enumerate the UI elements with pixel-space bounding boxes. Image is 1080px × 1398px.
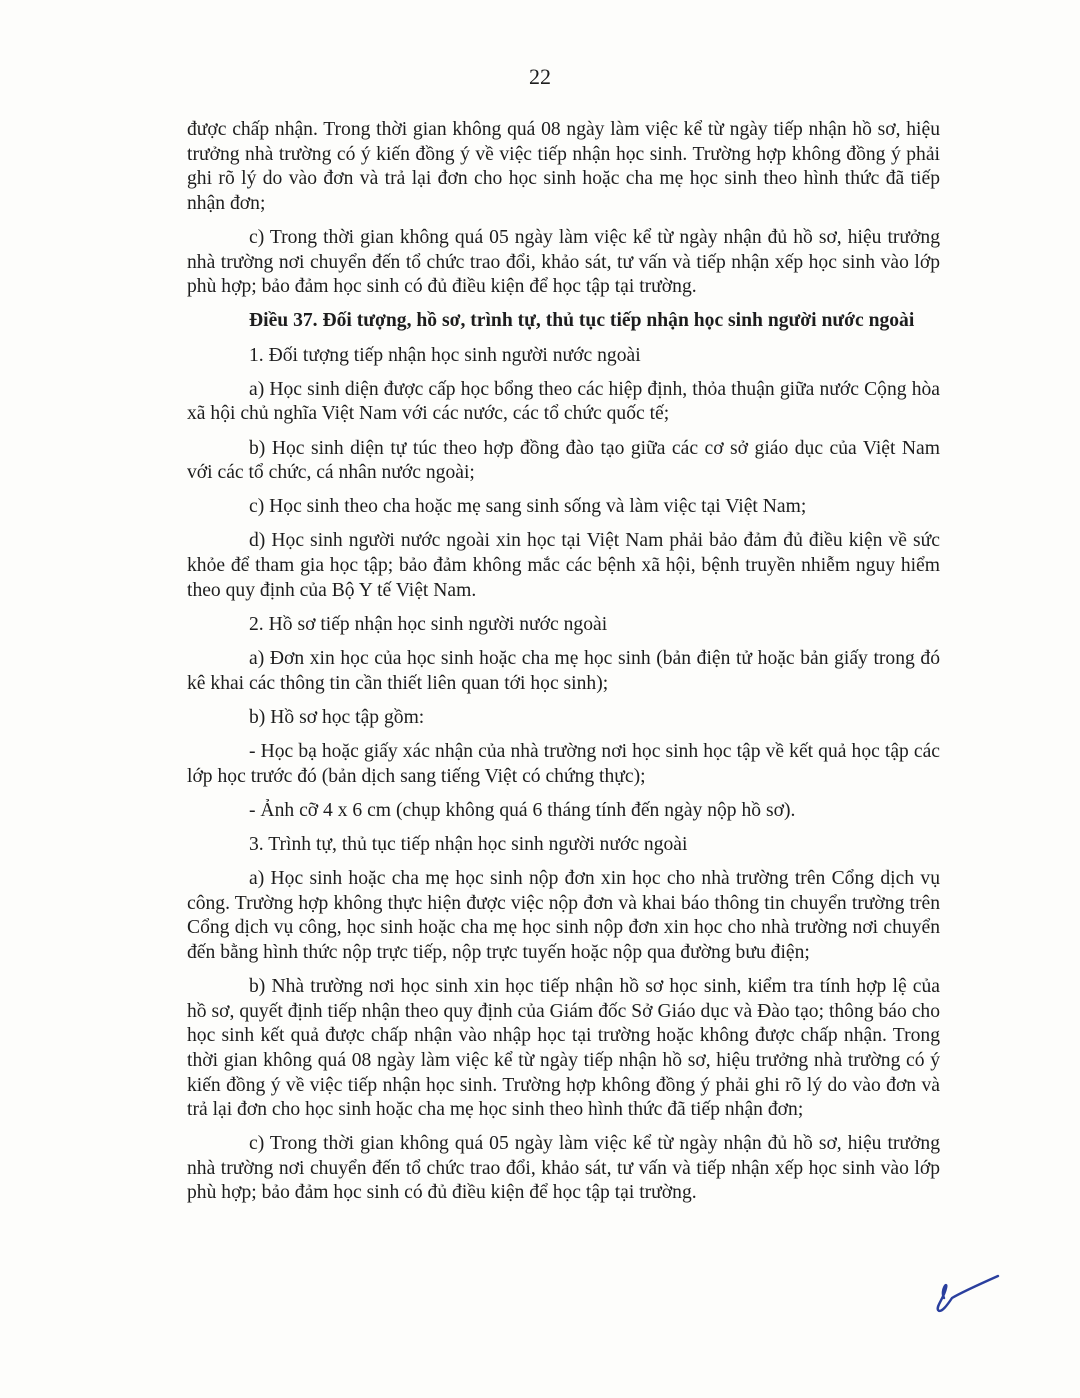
paragraph: d) Học sinh người nước ngoài xin học tại Việt Nam phải bảo đảm đủ điều kiện về sức khỏe để tham gia học tập; bảo đảm không mắc các bệnh xã hội, bệnh truyền nhiễm nguy hiểm theo quy định của Bộ Y tế Việt Nam. (187, 530, 940, 601)
paragraph: được chấp nhận. Trong thời gian không quá 08 ngày làm việc kể từ ngày tiếp nhận hồ sơ, hiệu trưởng nhà trường có ý kiến đồng ý về việc tiếp nhận học sinh. Trường hợp không đồng ý phải ghi rõ lý do vào đơn và trả lại đơn cho học sinh hoặc cha mẹ học sinh theo hình thức đã tiếp nhận đơn; (187, 119, 940, 214)
paragraph: 2. Hồ sơ tiếp nhận học sinh người nước ngoài (249, 613, 608, 635)
paragraph: - Học bạ hoặc giấy xác nhận của nhà trường nơi học sinh học tập về kết quả học tập các lớp học trước đó (bản dịch sang tiếng Việt có chứng thực); (187, 741, 940, 787)
paragraph: c) Học sinh theo cha hoặc mẹ sang sinh sống và làm việc tại Việt Nam; (249, 496, 807, 518)
page-number: 22 (529, 64, 551, 89)
paragraph: a) Học sinh hoặc cha mẹ học sinh nộp đơn xin học cho nhà trường trên Cổng dịch vụ công. Trường hợp không thực hiện được việc nộp đơn và khai báo thông tin chuyển trường trên Cổng dịch vụ công, học sinh hoặc cha mẹ học sinh nộp đơn xin học cho nhà trường nơi chuyển đến bằng hình thức nộp trực tiếp, nộp trực tuyến hoặc nộp qua đường bưu điện; (187, 868, 940, 963)
article-heading: Điều 37. Đối tượng, hồ sơ, trình tự, thủ tục tiếp nhận học sinh người nước ngoài (249, 310, 915, 332)
paragraph: b) Hồ sơ học tập gồm: (249, 706, 425, 728)
paragraph: a) Học sinh diện được cấp học bổng theo các hiệp định, thỏa thuận giữa nước Cộng hòa xã hội chủ nghĩa Việt Nam với các nước, các tổ chức quốc tế; (187, 378, 940, 425)
paragraph: c) Trong thời gian không quá 05 ngày làm việc kể từ ngày nhận đủ hồ sơ, hiệu trưởng nhà trường nơi chuyển đến tổ chức trao đổi, khảo sát, tư vấn và tiếp nhận xếp học sinh vào lớp phù hợp; bảo đảm học sinh có đủ điều kiện để học tập tại trường. (187, 1133, 940, 1204)
paragraph: - Ảnh cỡ 4 x 6 cm (chụp không quá 6 tháng tính đến ngày nộp hồ sơ). (249, 799, 796, 821)
document-body (187, 118, 940, 1216)
paragraph: a) Đơn xin học của học sinh hoặc cha mẹ học sinh (bản điện tử hoặc bản giấy trong đó kê khai các thông tin cần thiết liên quan tới học sinh); (187, 648, 940, 694)
initials-signature (922, 1268, 1002, 1314)
paragraph: 3. Trình tự, thủ tục tiếp nhận học sinh người nước ngoài (249, 833, 688, 855)
paragraph: c) Trong thời gian không quá 05 ngày làm việc kể từ ngày nhận đủ hồ sơ, hiệu trưởng nhà trường nơi chuyển đến tổ chức trao đổi, khảo sát, tư vấn và tiếp nhận xếp học sinh vào lớp phù hợp; bảo đảm học sinh có đủ điều kiện để học tập tại trường. (187, 226, 940, 298)
paragraph: b) Nhà trường nơi học sinh xin học tiếp nhận hồ sơ học sinh, kiểm tra tính hợp lệ của hồ sơ, quyết định tiếp nhận theo quy định của Giám đốc Sở Giáo dục và Đào tạo; thông báo cho học sinh kết quả được chấp nhận vào nhập học tại trường hoặc không được chấp nhận. Trong thời gian không quá 08 ngày làm việc kể từ ngày tiếp nhận hồ sơ, hiệu trưởng nhà trường có ý kiến đồng ý về việc tiếp nhận học sinh. Trường hợp không đồng ý phải ghi rõ lý do vào đơn và trả lại đơn cho học sinh hoặc cha mẹ học sinh theo hình thức đã tiếp nhận đơn; (187, 976, 940, 1121)
paragraph: b) Học sinh diện tự túc theo hợp đồng đào tạo giữa các cơ sở giáo dục của Việt Nam với các tổ chức, cá nhân nước ngoài; (187, 437, 940, 484)
paragraph: 1. Đối tượng tiếp nhận học sinh người nước ngoài (249, 344, 641, 366)
